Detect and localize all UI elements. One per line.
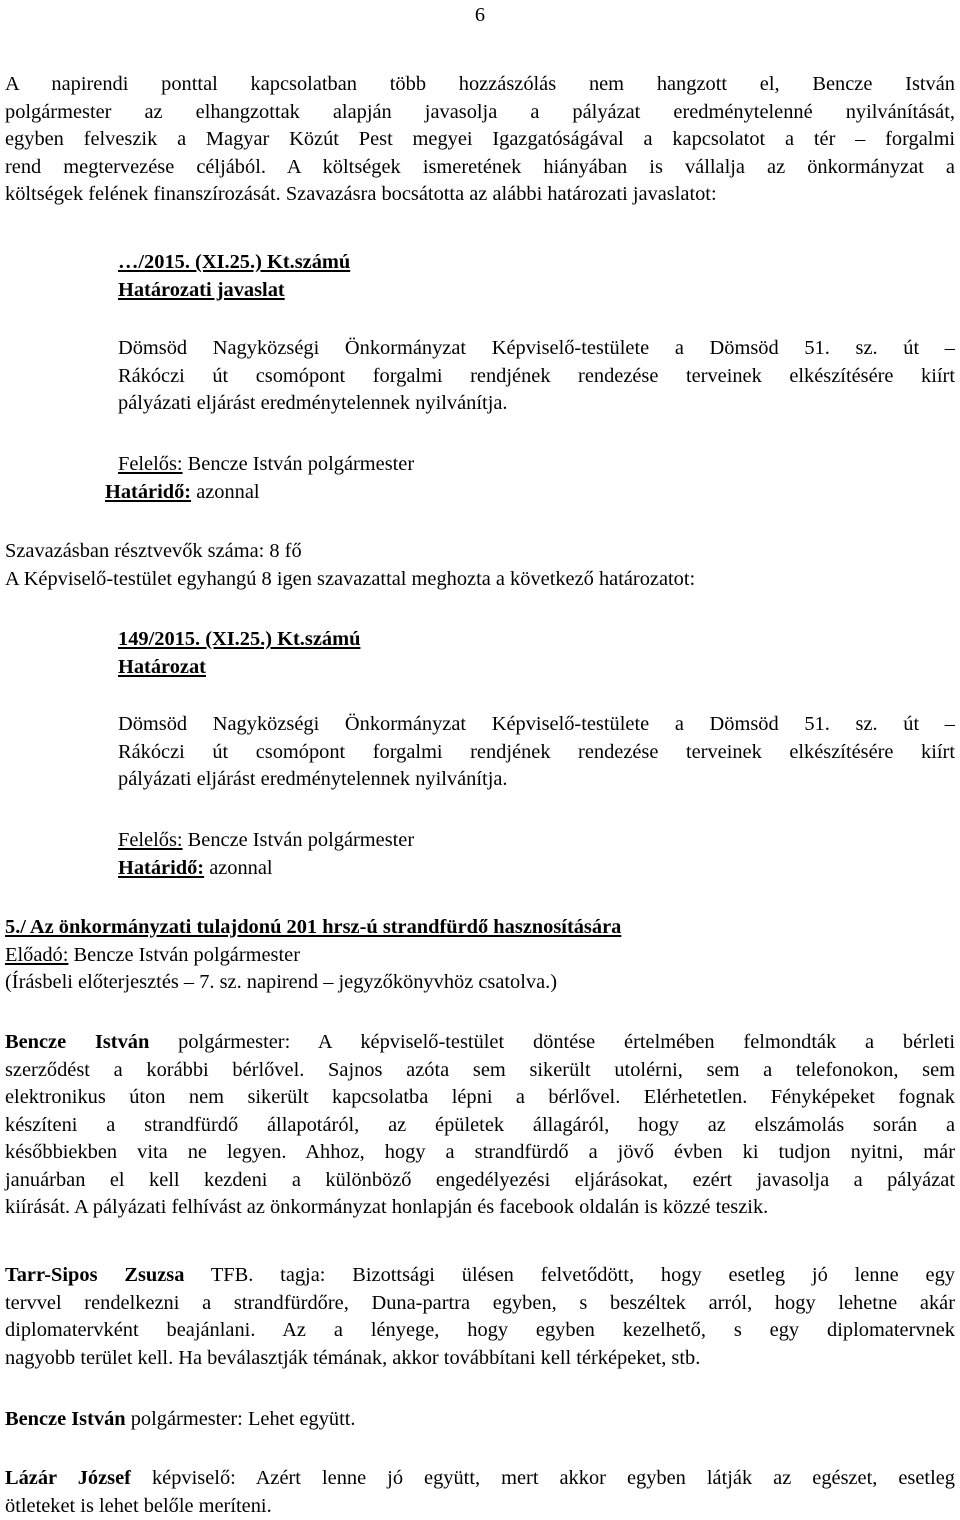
deadline-label: Határidő:: [105, 481, 191, 503]
proposal-body: [118, 335, 955, 418]
agenda-item-note: (Írásbeli előterjesztés – 7. sz. napirend – jegyzőkönyvhöz csatolva.): [5, 969, 955, 997]
responsible-value: Bencze István polgármester: [183, 829, 415, 851]
responsible-label: Felelős:: [118, 453, 183, 475]
presenter-value: Bencze István polgármester: [68, 944, 300, 966]
proposal-deadline: [105, 479, 960, 507]
page-number: 6: [0, 2, 960, 30]
speaker-name: Lázár József: [5, 1467, 131, 1489]
responsible-label: Felelős:: [118, 829, 183, 851]
vote-participants: Szavazásban résztvevők száma: 8 fő: [5, 538, 955, 566]
speech-text: TFB. tagja: Bizottsági ülésen felvetődött, hogy esetleg jó lenne egy: [184, 1264, 955, 1286]
proposal-line: Dömsöd Nagyközségi Önkormányzat Képviselő-testülete a Dömsöd 51. sz. út –: [118, 335, 955, 363]
speech-line: ötleteket is lehet belőle meríteni.: [5, 1493, 955, 1520]
speech-line: elektronikus úton nem sikerült kapcsolatba lépni a bérlővel. Elérhetetlen. Fényképeket fognak: [5, 1084, 955, 1112]
intro-paragraph: [5, 71, 955, 209]
proposal-responsible: [118, 451, 955, 479]
intro-line: egyben felveszik a Magyar Közút Pest megyei Igazgatóságával a kapcsolatot a tér – forgalmi: [5, 126, 955, 154]
speech-line: nagyobb terület kell. Ha beválasztják témának, akkor továbbítani kell térképeket, stb.: [5, 1345, 955, 1373]
intro-line: költségek felének finanszírozását. Szavazásra bocsátotta az alábbi határozati javaslatot:: [5, 181, 955, 209]
deadline-label: Határidő:: [118, 857, 204, 879]
speech-line: diplomatervként beajánlani. Az a lényege, hogy egyben kezelhető, s egy diplomatervnek: [5, 1317, 955, 1345]
speech-paragraph: [5, 1029, 955, 1222]
intro-line: A napirendi ponttal kapcsolatban több hozzászólás nem hangzott el, Bencze István: [5, 71, 955, 99]
resolution-heading: Határozat: [118, 654, 955, 682]
proposal-number: …/2015. (XI.25.) Kt.számú: [118, 249, 955, 277]
speech-paragraph: [5, 1465, 955, 1520]
speech-line: későbbiekben vita ne legyen. Ahhoz, hogy a strandfürdő a jövő évben ki tudjon nyitni, már: [5, 1139, 955, 1167]
agenda-item-title: 5./ Az önkormányzati tulajdonú 201 hrsz-ú strandfürdő hasznosítására: [5, 914, 955, 942]
speech-text: képviselő: Azért lenne jó együtt, mert akkor egyben látják az egészet, esetleg: [131, 1467, 955, 1489]
speech-line: készíteni a strandfürdő állapotáról, az épületek állagáról, hogy az elszámolás során a: [5, 1112, 955, 1140]
vote-block: [5, 538, 955, 593]
intro-line: polgármester az elhangzottak alapján javasolja a pályázat eredménytelenné nyilvánítását,: [5, 99, 955, 127]
speech-line: szerződést a korábbi bérlővel. Sajnos azóta sem sikerült utolérni, sem a telefonokon, sem: [5, 1057, 955, 1085]
proposal-line: Rákóczi út csomópont forgalmi rendjének rendezése terveinek elkészítésére kiírt: [118, 363, 955, 391]
speaker-name: Tarr-Sipos Zsuzsa: [5, 1264, 184, 1286]
proposal-line: pályázati eljárást eredménytelennek nyilvánítja.: [118, 390, 955, 418]
deadline-value: azonnal: [191, 481, 260, 503]
resolution-number: 149/2015. (XI.25.) Kt.számú: [118, 626, 955, 654]
resolution-line: pályázati eljárást eredménytelennek nyilvánítja.: [118, 766, 955, 794]
speaker-name: Bencze István: [5, 1031, 149, 1053]
proposal-header: [118, 249, 955, 304]
speech-text: polgármester: A képviselő-testület döntése értelmében felmondták a bérleti: [149, 1031, 955, 1053]
speech-line: tervvel rendelkezni a strandfürdőre, Duna-partra egyben, s beszéltek arról, hogy lehetne akár: [5, 1290, 955, 1318]
speaker-name: Bencze István: [5, 1408, 126, 1430]
proposal-heading: Határozati javaslat: [118, 277, 955, 305]
resolution-body: [118, 711, 955, 794]
resolution-line: Rákóczi út csomópont forgalmi rendjének rendezése terveinek elkészítésére kiírt: [118, 739, 955, 767]
speech-line: kiírását. A pályázati felhívást az önkormányzat honlapján és facebook oldalán is közzé teszik.: [5, 1194, 955, 1222]
intro-line: rend megtervezése céljából. A költségek ismeretének hiányában is vállalja az önkormányzat a: [5, 154, 955, 182]
agenda-item-5: [5, 914, 955, 997]
resolution-line: Dömsöd Nagyközségi Önkormányzat Képviselő-testülete a Dömsöd 51. sz. út –: [118, 711, 955, 739]
resolution-header: [118, 626, 955, 681]
presenter-label: Előadó:: [5, 944, 68, 966]
speech-paragraph: [5, 1262, 955, 1372]
responsible-value: Bencze István polgármester: [183, 453, 415, 475]
resolution-meta: [118, 827, 955, 882]
speech-paragraph: [5, 1406, 955, 1434]
speech-line: januárban el kell kezdeni a különböző engedélyezési eljárásokat, ezért javasolja a pályázat: [5, 1167, 955, 1195]
deadline-value: azonnal: [204, 857, 273, 879]
speech-text: polgármester: Lehet együtt.: [126, 1408, 356, 1430]
vote-result: A Képviselő-testület egyhangú 8 igen szavazattal meghozta a következő határozatot:: [5, 566, 955, 594]
